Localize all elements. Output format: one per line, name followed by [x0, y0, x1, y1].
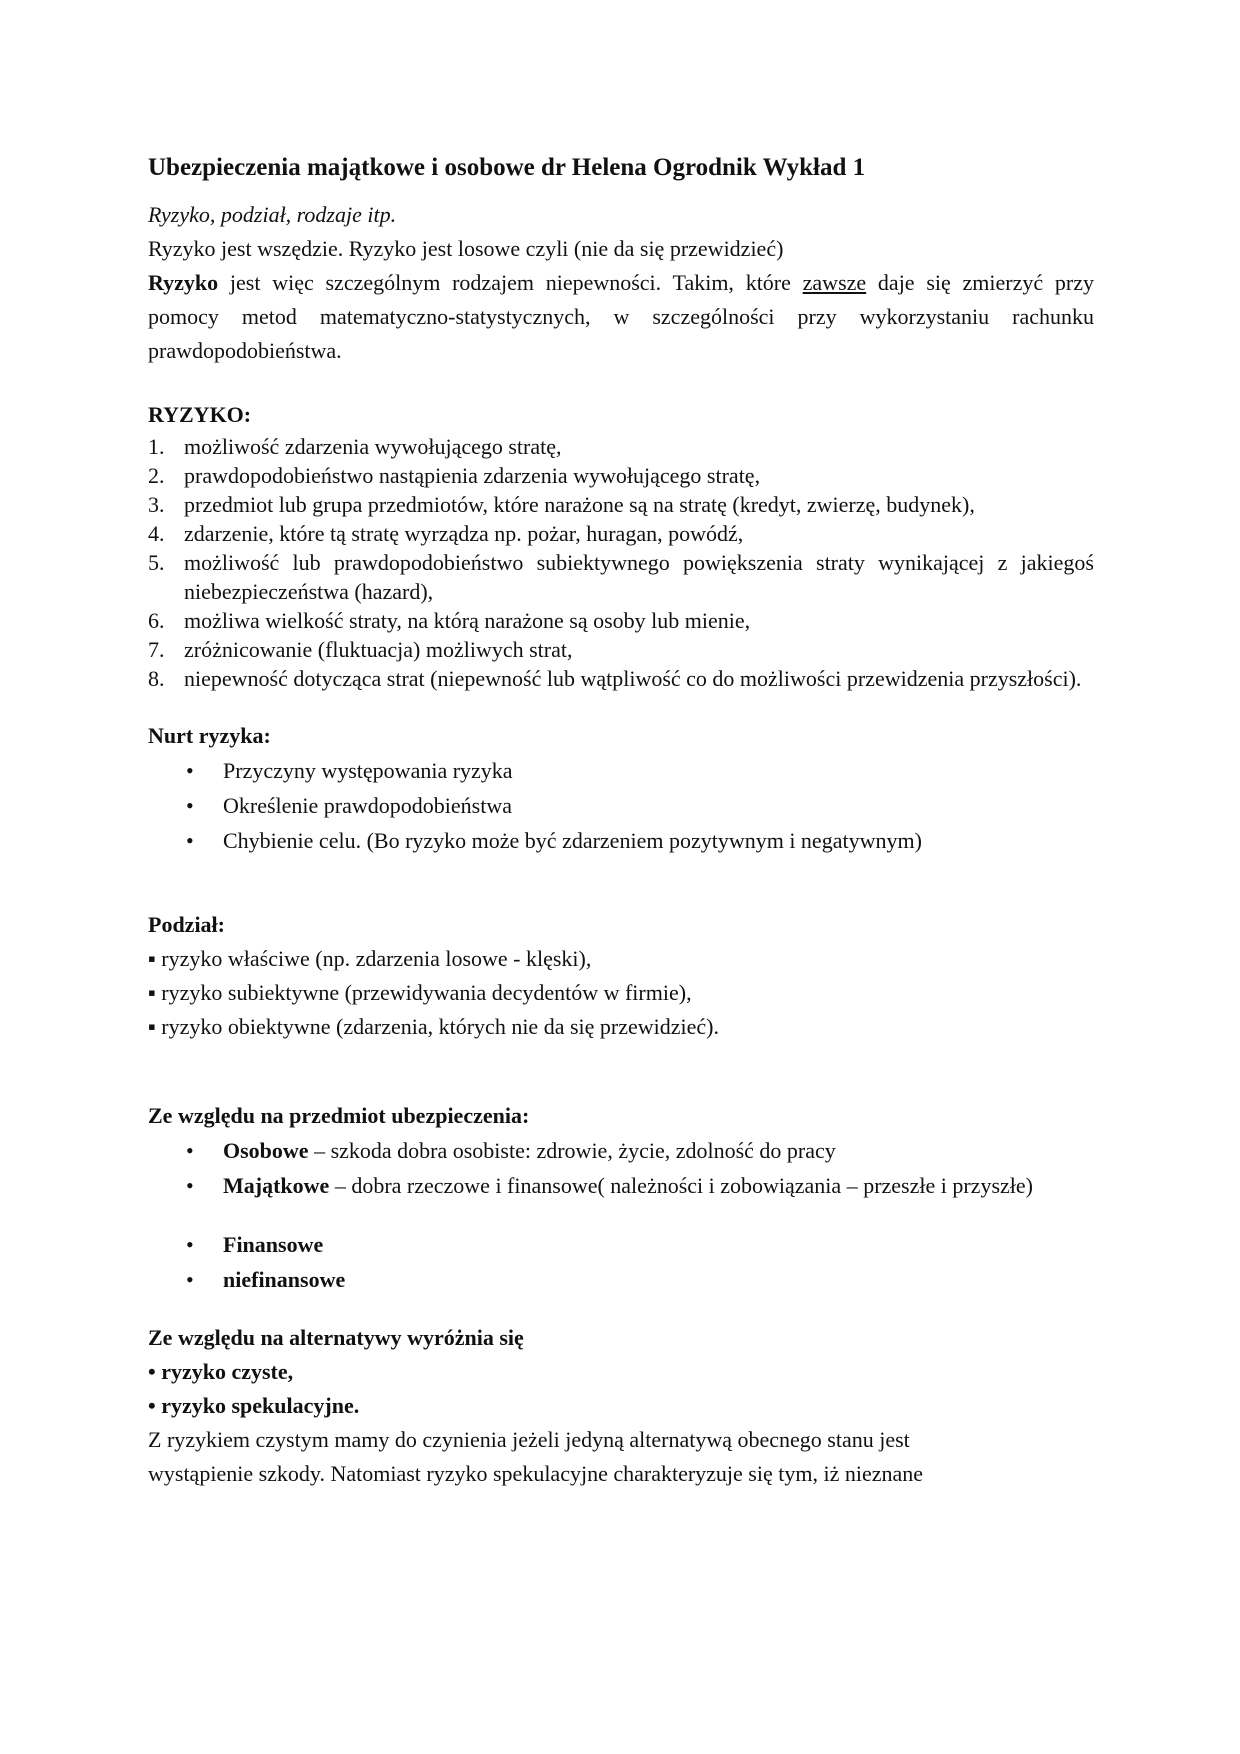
- list-item: [186, 1262, 1094, 1297]
- list-text: niefinansowe: [223, 1267, 346, 1292]
- list-bold-term: Majątkowe: [223, 1173, 330, 1198]
- ryzyko-heading: RYZYKO:: [148, 402, 252, 427]
- paragraph-line: wystąpienie szkody. Natomiast ryzyko spekulacyjne charakteryzuje się tym, iż nieznane: [148, 1461, 924, 1486]
- list-text: Określenie prawdopodobieństwa: [223, 793, 512, 818]
- list-text: zróżnicowanie (fluktuacja) możliwych strat,: [184, 637, 573, 662]
- bullet-icon: •: [186, 793, 194, 818]
- list-item: • ryzyko czyste,: [148, 1359, 294, 1384]
- list-text: Chybienie celu. (Bo ryzyko może być zdarzeniem pozytywnym i negatywnym): [223, 828, 922, 853]
- list-item: [148, 490, 1094, 519]
- list-text: Finansowe: [223, 1232, 324, 1257]
- list-item: [186, 1133, 1094, 1168]
- alternatywy-heading: Ze względu na alternatywy wyróżnia się: [148, 1325, 524, 1350]
- nurt-list: [148, 753, 1094, 858]
- przedmiot-list: [148, 1133, 1094, 1203]
- list-number: 7.: [148, 637, 165, 662]
- list-number: 6.: [148, 608, 165, 633]
- document-title: Ubezpieczenia majątkowe i osobowe dr Helena Ogrodnik Wykład 1: [148, 154, 866, 181]
- finansowe-list: [148, 1227, 1094, 1297]
- intro-line: Ryzyko jest wszędzie. Ryzyko jest losowe czyli (nie da się przewidzieć): [148, 236, 784, 261]
- document-page: [148, 150, 1094, 1491]
- list-text: przedmiot lub grupa przedmiotów, które narażone są na stratę (kredyt, zwierzę, budynek),: [184, 492, 975, 517]
- bullet-icon: •: [186, 1138, 194, 1163]
- bullet-icon: •: [186, 1232, 194, 1257]
- list-text: – szkoda dobra osobiste: zdrowie, życie, zdolność do pracy: [308, 1138, 836, 1163]
- ryzyko-list: [148, 432, 1094, 693]
- intro-underlined-word: zawsze: [802, 270, 867, 295]
- bullet-icon: •: [186, 758, 194, 783]
- bullet-icon: •: [186, 1173, 194, 1198]
- list-number: 8.: [148, 666, 165, 691]
- list-item: • ryzyko spekulacyjne.: [148, 1393, 360, 1418]
- bullet-icon: •: [186, 828, 194, 853]
- list-item: ▪ ryzyko właściwe (np. zdarzenia losowe - klęski),: [148, 946, 592, 971]
- nurt-heading: Nurt ryzyka:: [148, 723, 271, 748]
- list-number: 5.: [148, 550, 165, 575]
- list-text: możliwość zdarzenia wywołującego stratę,: [184, 434, 562, 459]
- intro-text-b: daje się zmierzyć przy pomocy metod matematyczno-statystycznych, w szczególności przy wykorzystaniu rachunku prawdopodobieństwa.: [148, 270, 1094, 363]
- list-item: [186, 788, 1094, 823]
- podzial-heading: Podział:: [148, 912, 225, 937]
- list-item: [148, 548, 1094, 606]
- list-text: prawdopodobieństwo nastąpienia zdarzenia wywołującego stratę,: [184, 463, 761, 488]
- list-item: [148, 635, 1094, 664]
- list-item: ▪ ryzyko subiektywne (przewidywania decydentów w firmie),: [148, 980, 692, 1005]
- list-item: [148, 519, 1094, 548]
- list-text: niepewność dotycząca strat (niepewność lub wątpliwość co do możliwości przewidzenia przyszłości).: [184, 666, 1082, 691]
- list-text: możliwa wielkość straty, na którą narażone są osoby lub mienie,: [184, 608, 751, 633]
- intro-subtitle: Ryzyko, podział, rodzaje itp.: [148, 202, 397, 227]
- list-item: [186, 1168, 1094, 1203]
- intro-bold-term: Ryzyko: [148, 270, 219, 295]
- list-bold-term: Osobowe: [223, 1138, 309, 1163]
- list-number: 3.: [148, 492, 165, 517]
- list-item: [186, 753, 1094, 788]
- list-item: [148, 432, 1094, 461]
- intro-text-a: jest więc szczególnym rodzajem niepewności. Takim, które: [218, 270, 803, 295]
- list-item: [186, 1227, 1094, 1262]
- przedmiot-heading: Ze względu na przedmiot ubezpieczenia:: [148, 1103, 530, 1128]
- list-text: Przyczyny występowania ryzyka: [223, 758, 513, 783]
- list-item: [186, 823, 1094, 858]
- list-number: 4.: [148, 521, 165, 546]
- intro-paragraph: [148, 266, 1094, 368]
- list-item: [148, 664, 1094, 693]
- list-item: ▪ ryzyko obiektywne (zdarzenia, których nie da się przewidzieć).: [148, 1014, 719, 1039]
- list-text: – dobra rzeczowe i finansowe( należności i zobowiązania – przeszłe i przyszłe): [329, 1173, 1033, 1198]
- paragraph-line: Z ryzykiem czystym mamy do czynienia jeżeli jedyną alternatywą obecnego stanu jest: [148, 1427, 910, 1452]
- list-text: możliwość lub prawdopodobieństwo subiektywnego powiększenia straty wynikającej z jakiegoś niebezpieczeństwa (hazard),: [184, 550, 1094, 604]
- list-number: 1.: [148, 434, 165, 459]
- list-item: [148, 606, 1094, 635]
- bullet-icon: •: [186, 1267, 194, 1292]
- list-text: zdarzenie, które tą stratę wyrządza np. pożar, huragan, powódź,: [184, 521, 744, 546]
- list-number: 2.: [148, 463, 165, 488]
- list-item: [148, 461, 1094, 490]
